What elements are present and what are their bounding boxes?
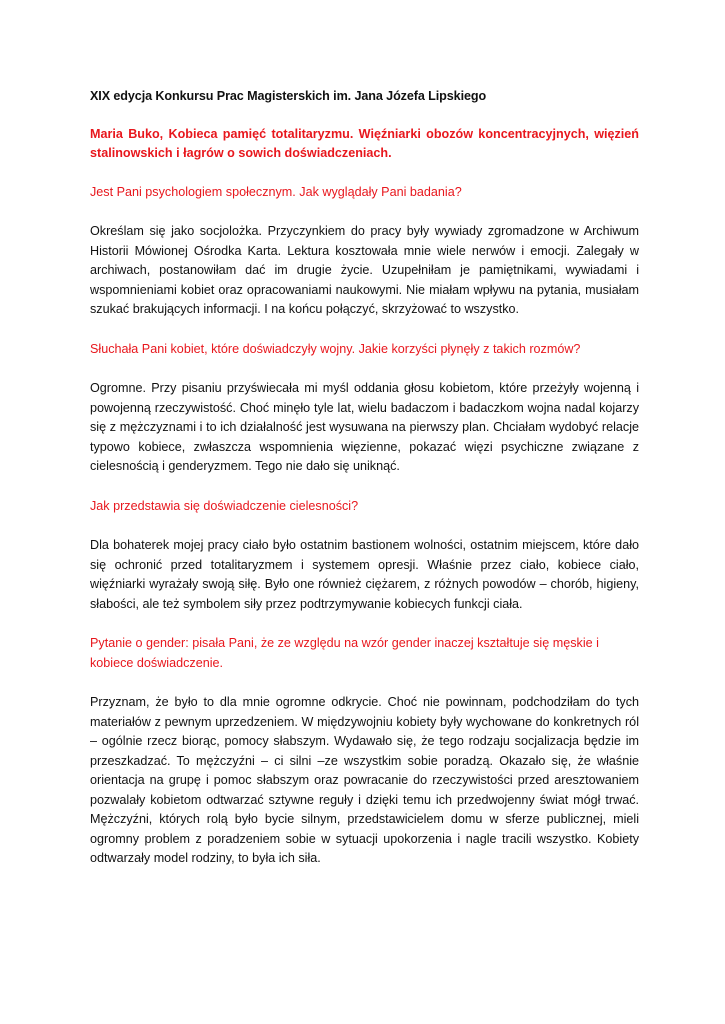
interview-answer: Określam się jako socjolożka. Przyczynkiem do pracy były wywiady zgromadzone w Archiwum Historii Mówionej Ośrodka Karta. Lektura kosztowała mnie wiele nerwów i emocji. Zalegały w archiwach, postanowiłam dać im drugie życie. Uzupełniłam je pamiętnikami, wywiadami i wspomnieniami kobiet oraz opracowaniami naukowymi. Nie miałam wpływu na pytania, musiałam szukać brakujących informacji. I na końcu połączyć, skrzyżować to wszystko. (90, 224, 639, 316)
interview-question: Pytanie o gender: pisała Pani, że ze względu na wzór gender inaczej kształtuje się męskie i kobiece doświadczenie. (90, 636, 599, 670)
interview-answer: Przyznam, że było to dla mnie ogromne odkrycie. Choć nie powinnam, podchodziłam do tych materiałów z pewnym uprzedzeniem. W międzywojniu kobiety były wychowane do konkretnych ról – ogólnie rzecz biorąc, pomocy słabszym. Wydawało się, że tego rodzaju socjalizacja będzie im przeszkadzać. To mężczyźni – ci silni –ze wszystkim sobie poradzą. Okazało się, że właśnie orientacja na grupę i pomoc słabszym oraz powracanie do rzeczywistości przed aresztowaniem pozwalały kobietom odtwarzać sztywne reguły i dzięki temu ich przedwojenny świat mógł trwać. Mężczyźni, których rolą było bycie silnym, przedstawicielem domu w sferze publicznej, mieli ogromny problem z poradzeniem sobie w sytuacji upokorzenia i nagle tracili wszystko. Kobiety odtwarzały model rodziny, to była ich siła. (90, 695, 639, 865)
interview-question: Jest Pani psychologiem społecznym. Jak wyglądały Pani badania? (90, 184, 462, 199)
document-subtitle: Maria Buko, Kobieca pamięć totalitaryzmu. Więźniarki obozów koncentracyjnych, więzień stalinowskich i łagrów o sowich doświadczeniach. (90, 126, 639, 160)
interview-answer: Ogromne. Przy pisaniu przyświecała mi myśl oddania głosu kobietom, które przeżyły wojenną i powojenną rzeczywistość. Choć minęło tyle lat, wielu badaczom i badaczkom wojna nadal kojarzy się z mężczyznami i to ich działalność jest wysuwana na pierwszy plan. Chciałam wydobyć relacje typowo kobiece, zwłaszcza wspomnienia więzienne, pokazać więzi psychiczne związane z cielesnością i genderyzmem. Tego nie dało się uniknąć. (90, 381, 639, 473)
interview-answer: Dla bohaterek mojej pracy ciało było ostatnim bastionem wolności, ostatnim miejscem, które dało się ochronić przed totalitaryzmem i systemem opresji. Właśnie przez ciało, kobiece ciało, więźniarki wyrażały swoją siłę. Było one również ciężarem, z różnych powodów – chorób, higieny, słabości, ale też symbolem siły przez podtrzymywanie kobiecych funkcji ciała. (90, 538, 639, 611)
document-body (90, 87, 639, 889)
interview-question: Jak przedstawia się doświadczenie cielesności? (90, 498, 359, 513)
interview-question: Słuchała Pani kobiet, które doświadczyły wojny. Jakie korzyści płynęły z takich rozmów? (90, 341, 581, 356)
document-title: XIX edycja Konkursu Prac Magisterskich im. Jana Józefa Lipskiego (90, 89, 487, 103)
